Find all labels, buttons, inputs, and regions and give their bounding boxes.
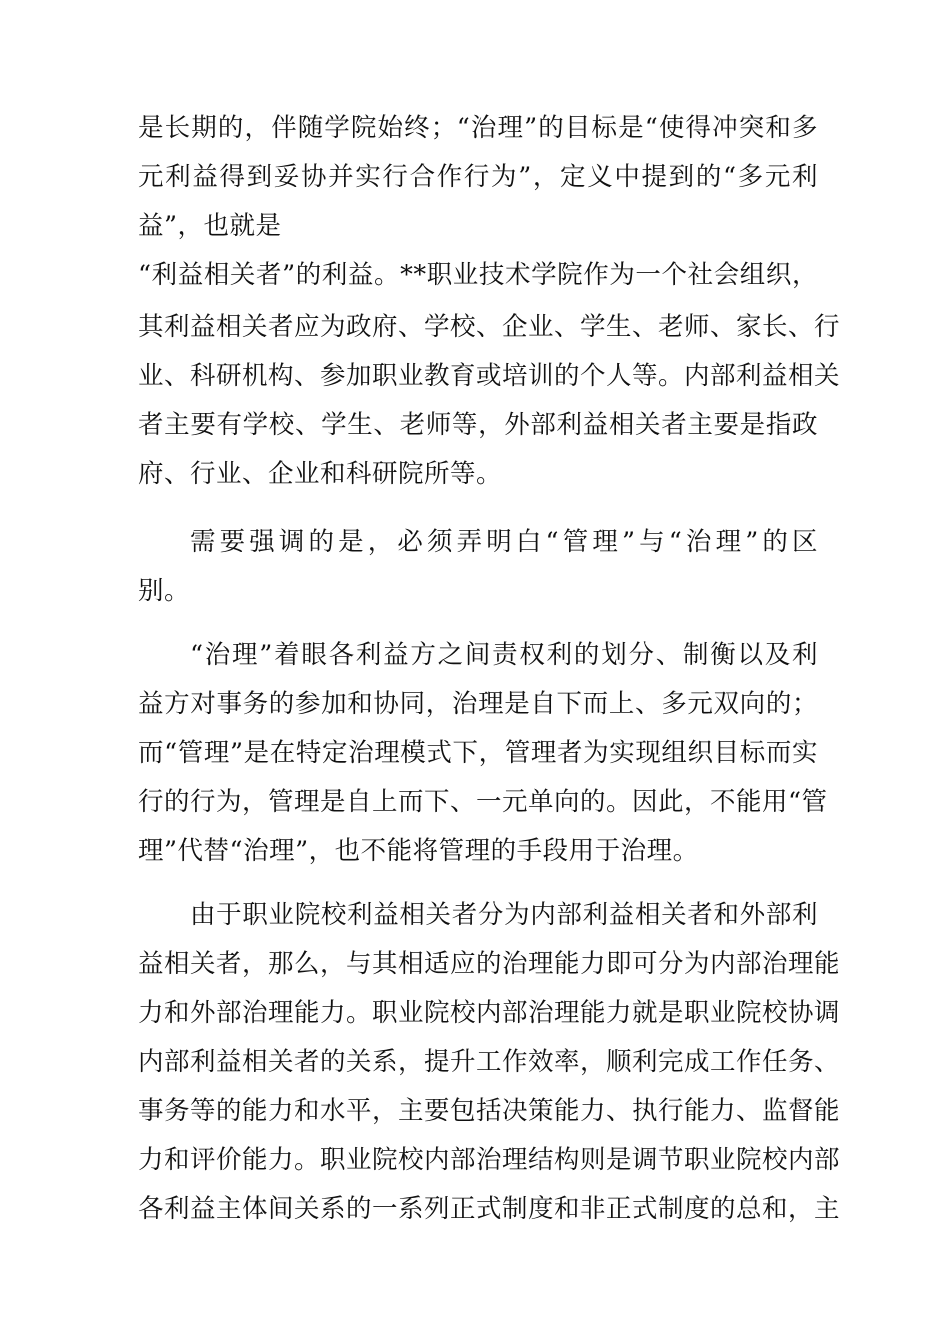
text-line: 府、行业、企业和科研院所等。 bbox=[138, 459, 503, 489]
text-line: 业、科研机构、参加职业教育或培训的个人等。内部利益相关 bbox=[138, 361, 841, 391]
text-line: 由于职业院校利益相关者分为内部利益相关者和外部利 bbox=[190, 900, 818, 930]
text-line: 者主要有学校、学生、老师等，外部利益相关者主要是指政 bbox=[138, 410, 818, 440]
text-line: 理”代替“治理”，也不能将管理的手段用于治理。 bbox=[138, 836, 699, 866]
text-line: 各利益主体间关系的一系列正式制度和非正式制度的总和，主 bbox=[138, 1194, 841, 1224]
text-line: 力和外部治理能力。职业院校内部治理能力就是职业院校协调 bbox=[138, 998, 841, 1028]
text-line: 行的行为，管理是自上而下、一元单向的。因此，不能用“管 bbox=[138, 787, 828, 817]
text-line: 元利益得到妥协并实行合作行为”，定义中提到的“多元利 bbox=[138, 162, 818, 192]
text-line: 内部利益相关者的关系，提升工作效率，顺利完成工作任务、 bbox=[138, 1047, 841, 1077]
text-line: 是长期的，伴随学院始终；“治理”的目标是“使得冲突和多 bbox=[138, 113, 818, 143]
text-line: “利益相关者”的利益。**职业技术学院作为一个社会组织， bbox=[138, 260, 818, 290]
text-line: 益”，也就是 bbox=[138, 211, 282, 241]
text-line: 益方对事务的参加和协同，治理是自下而上、多元双向的； bbox=[138, 689, 818, 719]
text-line: 而“管理”是在特定治理模式下，管理者为实现组织目标而实 bbox=[138, 738, 818, 768]
text-line: 力和评价能力。职业院校内部治理结构则是调节职业院校内部 bbox=[138, 1145, 841, 1175]
text-line: 益相关者，那么，与其相适应的治理能力即可分为内部治理能 bbox=[138, 949, 841, 979]
text-line: “治理”着眼各利益方之间责权利的划分、制衡以及利 bbox=[190, 640, 818, 670]
text-line: 别。 bbox=[138, 576, 191, 606]
text-line: 需要强调的是，必须弄明白“管理”与“治理”的区 bbox=[190, 527, 818, 557]
text-line: 其利益相关者应为政府、学校、企业、学生、老师、家长、行 bbox=[138, 312, 841, 342]
text-line: 事务等的能力和水平，主要包括决策能力、执行能力、监督能 bbox=[138, 1096, 841, 1126]
